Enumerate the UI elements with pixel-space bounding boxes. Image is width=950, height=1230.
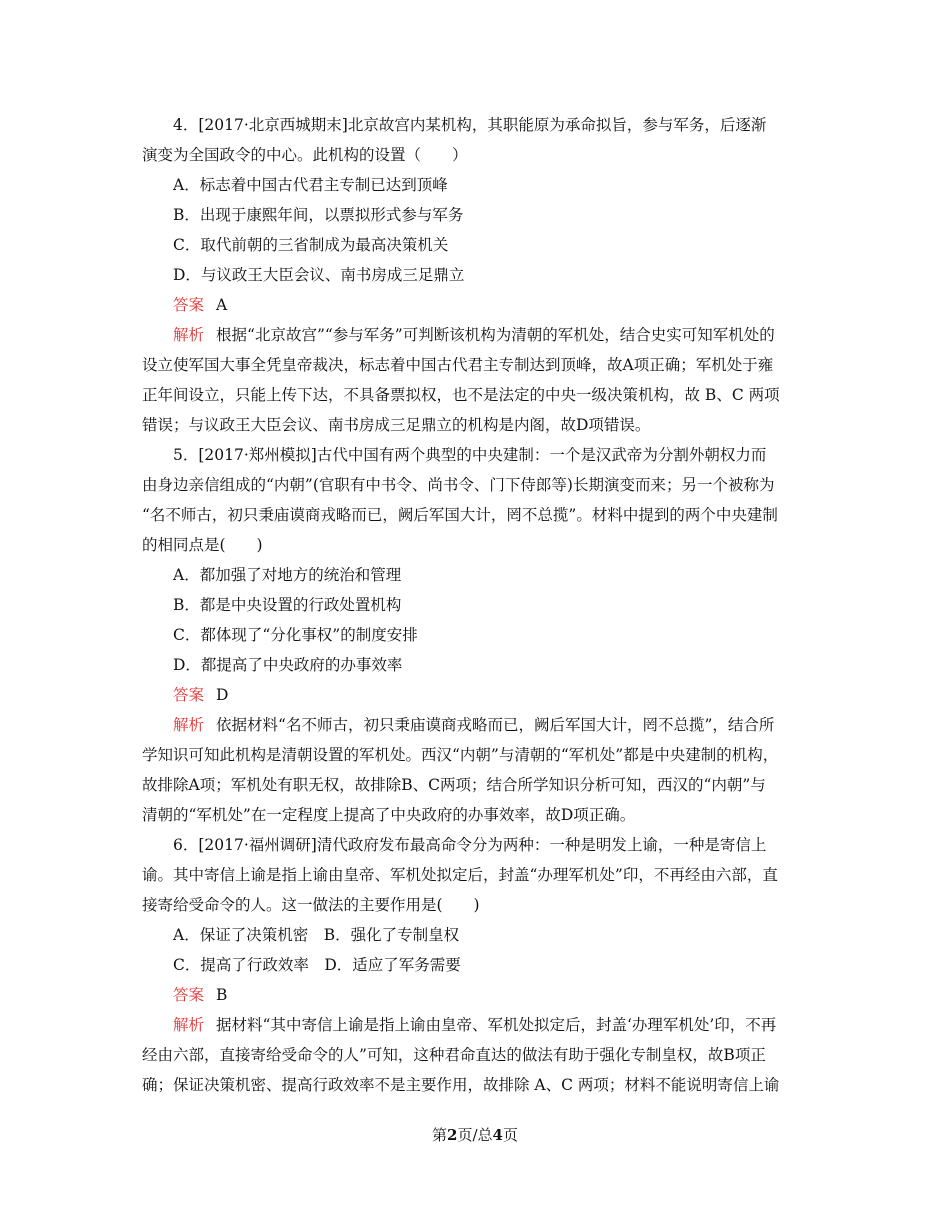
q4-analysis-line-4: 错误；与议政王大臣会议、南书房成三足鼎立的机构是内阁，故D项错误。 [142, 416, 651, 434]
q4-analysis-line-1 [142, 320, 810, 350]
q4-answer [142, 290, 810, 320]
q6-answer-value: B [216, 986, 228, 1004]
q5-answer-label: 答案 [173, 686, 205, 704]
footer-prefix: 第 [432, 1126, 448, 1144]
page-content [142, 110, 810, 1100]
q5-analysis-text-1: 依据材料“名不师古，初只秉庙谟商戎略而已，阙后军国大计，罔不总揽”，结合所 [216, 716, 775, 734]
footer-suffix: 页 [502, 1126, 518, 1144]
q6-answer-label: 答案 [173, 986, 205, 1004]
q5-analysis-line-2: 学知识可知此机构是清朝设置的军机处。西汉“内朝”与清朝的“军机处”都是中央建制的机构， [142, 746, 779, 764]
q5-answer [142, 680, 810, 710]
q4-option-c: C．取代前朝的三省制成为最高决策机关 [173, 236, 449, 254]
q6-options-ab: A．保证了决策机密 B．强化了专制皇权 [173, 926, 460, 944]
q5-option-b: B．都是中央设置的行政处置机构 [173, 596, 402, 614]
q6-line-3: 接寄给受命令的人。这一做法的主要作用是( ) [142, 896, 480, 914]
q6-line-2: 谕。其中寄信上谕是指上谕由皇帝、军机处拟定后，封盖“办理军机处”印，不再经由六部，直 [142, 866, 778, 884]
q4-line-1: 4．[2017·北京西城期末]北京故宫内某机构，其职能原为承命拟旨，参与军务，后逐渐 [173, 116, 767, 134]
q6-analysis-text-1: 据材料“其中寄信上谕是指上谕由皇帝、军机处拟定后，封盖‘办理军机处’印，不再 [216, 1016, 777, 1034]
q4-analysis-line-2: 设立使军国大事全凭皇帝裁决，标志着中国古代君主专制达到顶峰，故A项正确；军机处于雍 [142, 356, 774, 374]
q6-analysis-line-3: 确；保证决策机密、提高行政效率不是主要作用，故排除 A、C 两项；材料不能说明寄信上谕 [142, 1076, 780, 1094]
q4-analysis-text-1: 根据“北京故宫”“参与军务”可判断该机构为清朝的军机处，结合史实可知军机处的 [216, 326, 775, 344]
q5-analysis-label: 解析 [173, 716, 205, 734]
q4-analysis-line-3: 正年间设立，只能上传下达，不具备票拟权，也不是法定的中央一级决策机构，故 B、C 两项 [142, 386, 780, 404]
q5-line-2: 由身边亲信组成的“内朝”(官职有中书令、尚书令、门下侍郎等)长期演变而来；另一个被称为 [142, 476, 775, 494]
q5-option-c: C．都体现了“分化事权”的制度安排 [173, 626, 418, 644]
q4-answer-value: A [216, 296, 228, 314]
q6-analysis-line-2: 经由六部，直接寄给受命令的人”可知，这种君命直达的做法有助于强化专制皇权，故B项正 [142, 1046, 766, 1064]
q4-option-a: A．标志着中国古代君主专制已达到顶峰 [173, 176, 448, 194]
q6-answer [142, 980, 810, 1010]
q4-answer-label: 答案 [173, 296, 205, 314]
q5-analysis-line-1 [142, 710, 810, 740]
footer-page-number: 2 [447, 1126, 458, 1144]
q5-line-4: 的相同点是( ) [142, 536, 263, 554]
q6-options-cd: C．提高了行政效率 D．适应了军务需要 [173, 956, 461, 974]
footer-middle: 页/总 [457, 1126, 493, 1144]
q4-option-d: D．与议政王大臣会议、南书房成三足鼎立 [173, 266, 465, 284]
q5-answer-value: D [216, 686, 229, 704]
q4-analysis-label: 解析 [173, 326, 205, 344]
q5-option-d: D．都提高了中央政府的办事效率 [173, 656, 403, 674]
page-footer [0, 1124, 950, 1146]
q5-analysis-line-3: 故排除A项；军机处有职无权，故排除B、C两项；结合所学知识分析可知，西汉的“内朝”与 [142, 776, 766, 794]
footer-total-pages: 4 [492, 1126, 503, 1144]
q5-analysis-line-4: 清朝的“军机处”在一定程度上提高了中央政府的办事效率，故D项正确。 [142, 806, 636, 824]
q5-line-3: “名不师古，初只秉庙谟商戎略而已，阙后军国大计，罔不总揽”。材料中提到的两个中央建制 [142, 506, 778, 524]
q6-analysis-label: 解析 [173, 1016, 205, 1034]
q5-option-a: A．都加强了对地方的统治和管理 [173, 566, 402, 584]
q6-analysis-line-1 [142, 1010, 810, 1040]
q5-line-1: 5．[2017·郑州模拟]古代中国有两个典型的中央建制：一个是汉武帝为分割外朝权力而 [173, 446, 767, 464]
q4-line-2: 演变为全国政令的中心。此机构的设置（ ） [142, 146, 468, 164]
q4-option-b: B．出现于康熙年间，以票拟形式参与军务 [173, 206, 464, 224]
q6-line-1: 6．[2017·福州调研]清代政府发布最高命令分为两种：一种是明发上谕，一种是寄信上 [173, 836, 767, 854]
